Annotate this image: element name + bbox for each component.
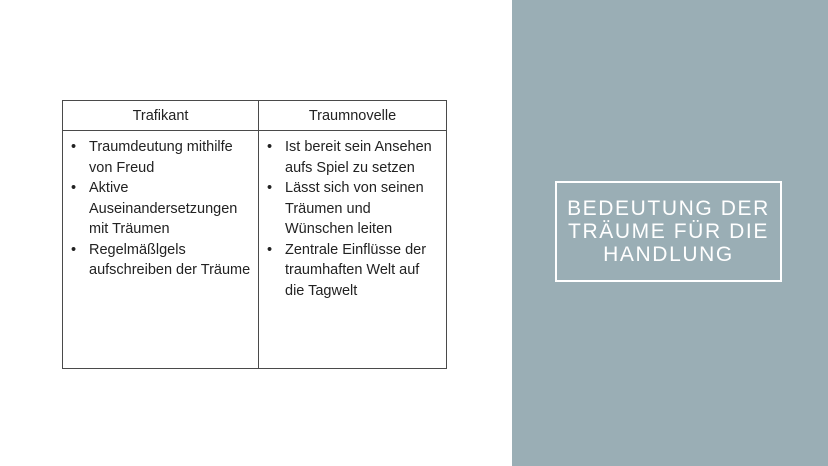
table-cell-trafikant [63,131,259,369]
list-item: • Lässt sich von seinen Träumen und Wünschen leiten [267,178,442,240]
bullet-list-trafikant [63,137,258,281]
column-header-trafikant: Trafikant [63,101,259,131]
list-item: • Zentrale Einflüsse der traumhaften Welt auf die Tagwelt [267,240,442,302]
table-cell-traumnovelle [259,131,447,369]
list-item: • Ist bereit sein Ansehen aufs Spiel zu setzen [267,137,442,178]
slide-title [555,181,782,282]
list-item: • Regelmäßlgels aufschreiben der Träume [71,240,254,281]
comparison-table [62,100,447,369]
bullet-list-traumnovelle [259,137,446,301]
list-item: • Traumdeutung mithilfe von Freud [71,137,254,178]
column-header-traumnovelle: Traumnovelle [259,101,447,131]
table-header-row [63,101,447,131]
table-row [63,131,447,369]
slide-title-line: TRÄUME FÜR DIE [568,220,769,243]
list-item: • Aktive Auseinandersetzungen mit Träumen [71,178,254,240]
slide-title-line: HANDLUNG [603,243,734,266]
slide-title-line: BEDEUTUNG DER [567,197,770,220]
